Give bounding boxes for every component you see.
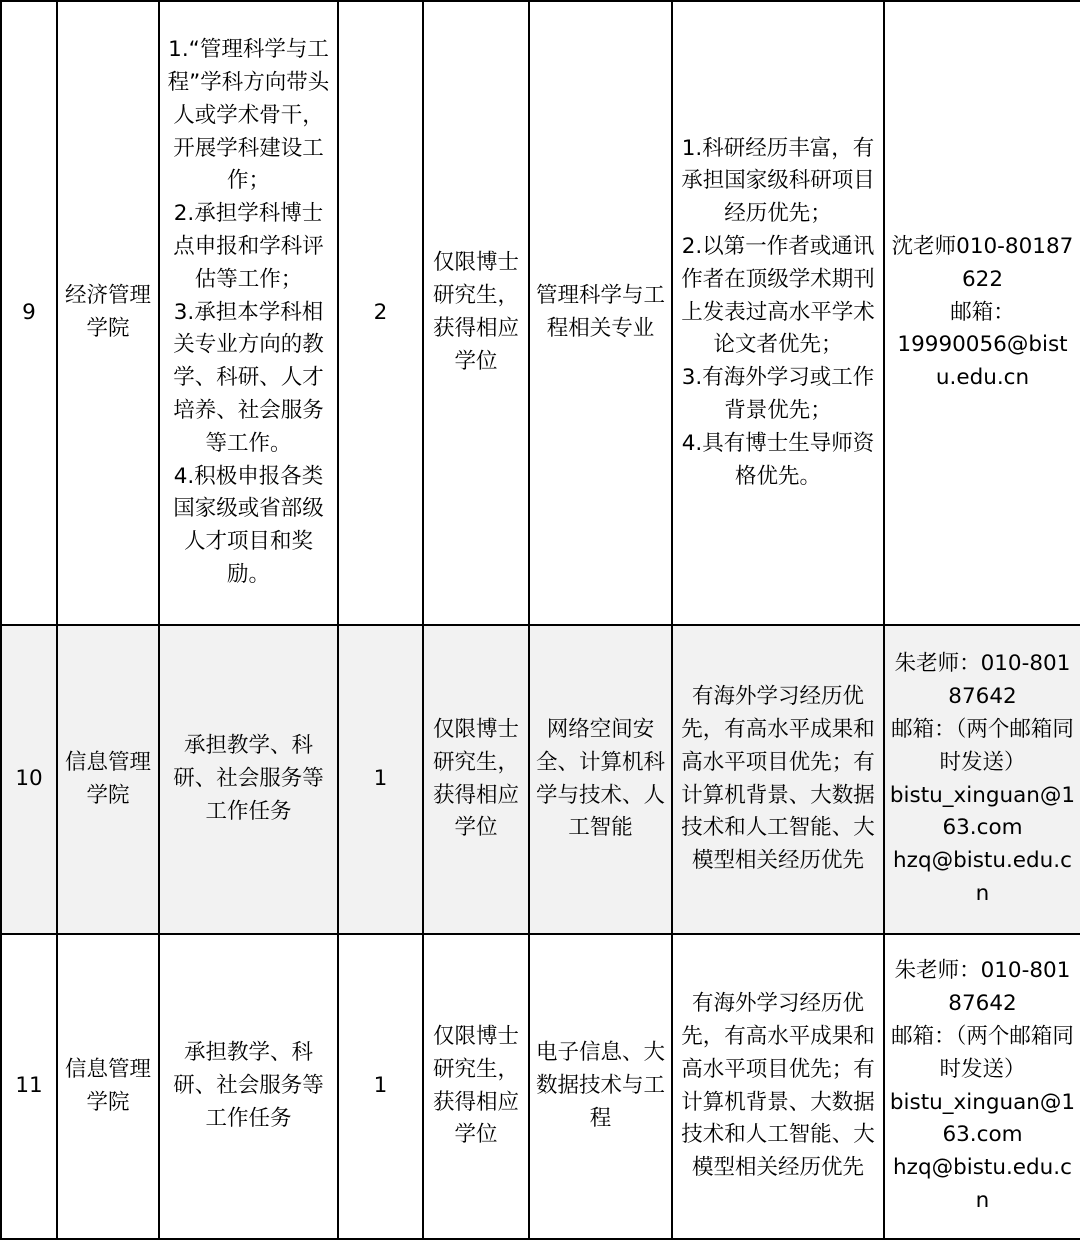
- requirement-line: 3.有海外学习或工作背景优先；: [681, 365, 875, 423]
- table-row: [1, 934, 1080, 1239]
- contact-email: bistu_xinguan@163.com: [889, 782, 1076, 841]
- contact-phone: 沈老师010-80187622: [891, 234, 1074, 292]
- duty-line: 1.“管理科学与工程”学科方向带头人或学术骨干，开展学科建设工作；: [167, 37, 330, 194]
- cell-major: 电子信息、大数据技术与工程: [529, 934, 672, 1239]
- cell-college: 信息管理学院: [57, 934, 159, 1239]
- requirement-line: 有海外学习经历优先，有高水平成果和高水平项目优先；有计算机背景、大数据技术和人工智能、大模型相关经历优先: [681, 991, 875, 1181]
- cell-contact: [884, 1, 1080, 625]
- cell-requirements: [672, 625, 884, 934]
- table-row: [1, 625, 1080, 934]
- cell-degree: 仅限博士研究生，获得相应学位: [423, 934, 529, 1239]
- contact-email: hzq@bistu.edu.cn: [893, 848, 1072, 906]
- cell-requirements: [672, 934, 884, 1239]
- cell-major: 网络空间安全、计算机科学与技术、人工智能: [529, 625, 672, 934]
- cell-duties: [159, 934, 338, 1239]
- duty-line: 承担教学、科研、社会服务等工作任务: [173, 1040, 324, 1131]
- contact-email: 19990056@bistu.edu.cn: [897, 332, 1068, 391]
- cell-duties: [159, 1, 338, 625]
- contact-email-label: 邮箱：: [950, 299, 1015, 325]
- duty-line: 2.承担学科博士点申报和学科评估等工作；: [173, 201, 324, 292]
- contact-phone: 朱老师：010-80187642: [894, 651, 1071, 710]
- requirement-line: 有海外学习经历优先，有高水平成果和高水平项目优先；有计算机背景、大数据技术和人工智能、大模型相关经历优先: [681, 684, 875, 874]
- cell-number: 10: [1, 625, 57, 934]
- cell-major: 管理科学与工程相关专业: [529, 1, 672, 625]
- duty-line: 3.承担本学科相关专业方向的教学、科研、人才培养、社会服务等工作。: [173, 299, 324, 456]
- contact-email-label: 邮箱：（两个邮箱同时发送）: [891, 1023, 1074, 1082]
- cell-college: 经济管理学院: [57, 1, 159, 625]
- cell-requirements: [672, 1, 884, 625]
- contact-email-label: 邮箱：（两个邮箱同时发送）: [891, 716, 1074, 775]
- cell-degree: 仅限博士研究生，获得相应学位: [423, 625, 529, 934]
- duty-line: 承担教学、科研、社会服务等工作任务: [173, 733, 324, 824]
- requirement-line: 2.以第一作者或通讯作者在顶级学术期刊上发表过高水平学术论文者优先；: [681, 234, 875, 358]
- cell-number: 11: [1, 934, 57, 1239]
- cell-degree: 仅限博士研究生，获得相应学位: [423, 1, 529, 625]
- cell-count: 1: [338, 934, 423, 1239]
- cell-duties: [159, 625, 338, 934]
- cell-college: 信息管理学院: [57, 625, 159, 934]
- cell-count: 1: [338, 625, 423, 934]
- requirement-line: 4.具有博士生导师资格优先。: [681, 430, 875, 489]
- requirement-line: 1.科研经历丰富，有承担国家级科研项目经历优先；: [681, 135, 875, 227]
- cell-number: 9: [1, 1, 57, 625]
- contact-email: hzq@bistu.edu.cn: [893, 1155, 1072, 1213]
- cell-contact: [884, 625, 1080, 934]
- cell-contact: [884, 934, 1080, 1239]
- table-row: [1, 1, 1080, 625]
- contact-email: bistu_xinguan@163.com: [889, 1089, 1076, 1148]
- contact-phone: 朱老师：010-80187642: [894, 958, 1071, 1017]
- cell-count: 2: [338, 1, 423, 625]
- duty-line: 4.积极申报各类国家级或省部级人才项目和奖励。: [173, 463, 324, 587]
